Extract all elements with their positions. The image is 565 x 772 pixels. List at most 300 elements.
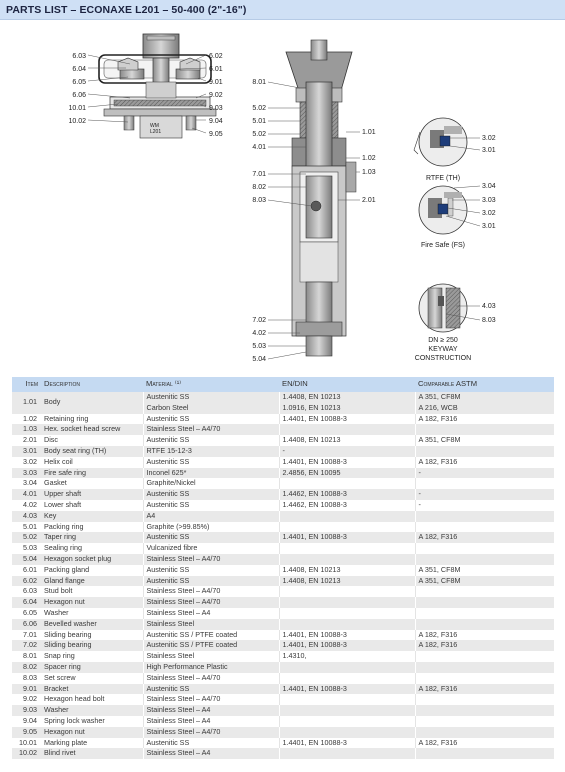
callout-label: 7.01: [252, 171, 266, 178]
cell-material: [143, 738, 279, 749]
detail-keyway: [419, 284, 480, 332]
cell-astm-text: A 182, F316: [418, 640, 458, 650]
cell-en-din: [279, 684, 415, 695]
cell-item-text: 8.01: [23, 651, 37, 661]
cell-description: [41, 565, 143, 576]
cell-material-text: RTFE 15-12-3: [146, 445, 192, 455]
cell-description-text: Helix coil: [44, 456, 73, 466]
cell-en-din: [279, 576, 415, 587]
cell-astm: [415, 489, 554, 500]
cell-description: [41, 414, 143, 425]
cell-item: [12, 424, 41, 435]
callout-label: 3.01: [482, 147, 496, 154]
cell-material: [143, 435, 279, 446]
cell-astm: [415, 586, 554, 597]
header-astm: Comparable ASTM: [415, 377, 554, 392]
cell-description-text: Packing ring: [44, 521, 84, 531]
cell-item-text: 6.06: [23, 618, 37, 628]
gland-assembly-drawing: [88, 34, 216, 138]
cell-item-text: 3.04: [23, 478, 37, 488]
cell-material-text: Stainless Steel – A4/70: [146, 597, 221, 607]
cell-item-text: 5.03: [23, 543, 37, 553]
cell-material-text: Austenitic SS: [146, 413, 190, 423]
cell-item-text: 10.01: [19, 737, 37, 747]
cell-astm-text: -: [418, 499, 421, 509]
cell-astm: [415, 662, 554, 673]
callout-label: 6.06: [72, 92, 86, 99]
cell-material: [143, 576, 279, 587]
cell-en-din-text: 1.4408, EN 10213: [282, 435, 341, 445]
callout-label: 5.02: [252, 131, 266, 138]
table-row: [12, 748, 554, 759]
table-row: [12, 414, 554, 425]
cell-description: [41, 392, 143, 414]
cell-astm: [415, 619, 554, 630]
parts-table: [12, 377, 554, 759]
cell-material-text: Austenitic SS / PTFE coated: [146, 629, 238, 639]
cell-en-din: [279, 630, 415, 641]
callout-label: 4.03: [482, 303, 496, 310]
cell-description-text: Hexagon socket plug: [44, 553, 112, 563]
cell-item: [12, 468, 41, 479]
cell-material: [143, 640, 279, 651]
cell-item: [12, 457, 41, 468]
cell-item: [12, 554, 41, 565]
callout-label: 5.04: [252, 356, 266, 363]
cell-description-text: Fire safe ring: [44, 467, 86, 477]
cell-en-din-text: 1.4401, EN 10088-3: [282, 456, 347, 466]
cell-description: [41, 446, 143, 457]
cell-item: [12, 694, 41, 705]
table-row: [12, 532, 554, 543]
cell-item-text: 6.04: [23, 597, 37, 607]
cell-material: [143, 586, 279, 597]
cell-astm-text: -: [418, 467, 421, 477]
callout-label: 1.03: [362, 169, 376, 176]
detail-rtfe-th: [414, 118, 480, 166]
cell-material-text: Austenitic SS: [146, 499, 190, 509]
callout-label: 5.02: [252, 105, 266, 112]
cell-description-text: Sealing ring: [44, 543, 82, 553]
cell-item: [12, 716, 41, 727]
table-header-row: [12, 377, 554, 392]
table-row: [12, 640, 554, 651]
cell-en-din: [279, 435, 415, 446]
cell-item: [12, 532, 41, 543]
cell-item: [12, 619, 41, 630]
cell-item: [12, 738, 41, 749]
callout-label: 3.02: [482, 135, 496, 142]
callout-label: 10.02: [68, 118, 86, 125]
cell-item-text: 3.03: [23, 467, 37, 477]
cell-material-text: Vulcanized fibre: [146, 543, 198, 553]
cell-en-din-text: 1.4462, EN 10088-3: [282, 499, 347, 509]
cell-material: [143, 414, 279, 425]
cell-astm: [415, 468, 554, 479]
cell-item-text: 1.03: [23, 424, 37, 434]
cell-material: [143, 662, 279, 673]
cell-en-din: [279, 651, 415, 662]
cell-en-din-text: 1.4401, EN 10088-3: [282, 413, 347, 423]
cell-en-din: [279, 392, 415, 414]
callout-label: 6.02: [209, 53, 223, 60]
cell-item: [12, 597, 41, 608]
cell-item: [12, 392, 41, 414]
cell-item-text: 3.02: [23, 456, 37, 466]
cell-item-text: 1.02: [23, 413, 37, 423]
detail-fire-safe: [419, 186, 480, 234]
svg-text:L201: L201: [150, 129, 162, 135]
cell-en-din: [279, 424, 415, 435]
detail-caption: DN ≥ 250: [428, 337, 458, 344]
cell-item: [12, 446, 41, 457]
cell-en-din: [279, 511, 415, 522]
cell-item-text: 8.03: [23, 672, 37, 682]
cell-material: [143, 651, 279, 662]
cell-astm: [415, 392, 554, 414]
cell-astm: [415, 565, 554, 576]
cell-en-din: [279, 608, 415, 619]
cell-astm-text: A 351, CF8M: [418, 575, 461, 585]
cell-description-text: Lower shaft: [44, 499, 82, 509]
cell-item: [12, 662, 41, 673]
cell-description: [41, 738, 143, 749]
table-row: [12, 424, 554, 435]
cell-item-text: 5.04: [23, 553, 37, 563]
cell-description: [41, 684, 143, 695]
cell-item-text: 10.02: [19, 748, 37, 758]
detail-caption: CONSTRUCTION: [414, 355, 472, 362]
cell-material-text: Stainless Steel – A4: [146, 715, 211, 725]
cell-item-text: 5.02: [23, 532, 37, 542]
cell-item-text: 1.01: [23, 397, 37, 407]
cell-astm: [415, 716, 554, 727]
cell-astm-text: A 182, F316: [418, 456, 458, 466]
cell-description: [41, 716, 143, 727]
callout-label: 6.04: [72, 66, 86, 73]
cell-material-text: A4: [146, 510, 156, 520]
cell-material-text: Graphite/Nickel: [146, 478, 196, 488]
cell-material: [143, 565, 279, 576]
table-row: [12, 694, 554, 705]
cell-astm: [415, 554, 554, 565]
cell-description-text: Retaining ring: [44, 413, 89, 423]
cell-item-text: 9.04: [23, 715, 37, 725]
cell-description-text: Disc: [44, 435, 58, 445]
callout-label: 8.01: [252, 79, 266, 86]
cell-en-din: [279, 414, 415, 425]
cell-item: [12, 500, 41, 511]
table-row: [12, 446, 554, 457]
cell-en-din: [279, 457, 415, 468]
cell-description-text: Taper ring: [44, 532, 76, 542]
callout-label: 5.03: [252, 343, 266, 350]
cell-en-din-text-2: 1.0916, EN 10213: [282, 402, 341, 412]
callout-label: 7.02: [252, 317, 266, 324]
table-row: [12, 392, 554, 414]
cell-en-din: [279, 673, 415, 684]
cell-astm: [415, 424, 554, 435]
cell-astm: [415, 478, 554, 489]
table-row: [12, 716, 554, 727]
cell-material-text-2: Carbon Steel: [146, 402, 189, 412]
cell-astm: [415, 532, 554, 543]
cell-en-din: [279, 640, 415, 651]
cell-en-din: [279, 489, 415, 500]
cell-description-text: Hexagon nut: [44, 597, 85, 607]
cell-description-text: Blind rivet: [44, 748, 76, 758]
cell-material-text: Stainless Steel: [146, 618, 195, 628]
table-row: [12, 705, 554, 716]
cell-item: [12, 640, 41, 651]
cell-description: [41, 522, 143, 533]
table-row: [12, 543, 554, 554]
cell-material: [143, 500, 279, 511]
cell-material-text: Austenitic SS: [146, 392, 190, 401]
cell-description: [41, 532, 143, 543]
cell-item: [12, 543, 41, 554]
cell-item: [12, 608, 41, 619]
cell-item: [12, 705, 41, 716]
table-row: [12, 608, 554, 619]
cell-material-text: Stainless Steel – A4: [146, 607, 211, 617]
table-row: [12, 619, 554, 630]
cell-description: [41, 500, 143, 511]
cell-astm-text: A 351, CF8M: [418, 435, 461, 445]
cell-item: [12, 673, 41, 684]
callout-label: 5.01: [252, 118, 266, 125]
cell-en-din: [279, 522, 415, 533]
cell-en-din: [279, 543, 415, 554]
cell-description: [41, 511, 143, 522]
cell-description-text: Spring lock washer: [44, 715, 105, 725]
cell-material: [143, 511, 279, 522]
cell-en-din: [279, 554, 415, 565]
cell-material-text: High Performance Plastic: [146, 661, 228, 671]
cell-description-text: Hexagon head bolt: [44, 694, 105, 704]
cell-en-din-text: 1.4401, EN 10088-3: [282, 629, 347, 639]
cell-en-din: [279, 500, 415, 511]
cell-description: [41, 478, 143, 489]
callout-label: 1.01: [362, 129, 376, 136]
cell-material-text: Stainless Steel – A4/70: [146, 694, 221, 704]
cell-material-text: Austenitic SS: [146, 575, 190, 585]
drawing-canvas: [0, 22, 565, 372]
cell-en-din-text: 1.4462, EN 10088-3: [282, 489, 347, 499]
cell-item-text: 4.03: [23, 510, 37, 520]
cell-item: [12, 435, 41, 446]
parts-table-body: [12, 392, 554, 759]
cell-en-din: [279, 738, 415, 749]
table-row: [12, 565, 554, 576]
cell-description-text: Gasket: [44, 478, 67, 488]
cell-item: [12, 522, 41, 533]
callout-label: 3.04: [482, 183, 496, 190]
cell-material: [143, 446, 279, 457]
cell-item-text: 2.01: [23, 435, 37, 445]
cell-material: [143, 684, 279, 695]
cell-description: [41, 468, 143, 479]
cell-en-din: [279, 586, 415, 597]
cell-material-text: Austenitic SS: [146, 489, 190, 499]
cell-item: [12, 565, 41, 576]
cell-material-text: Stainless Steel: [146, 651, 195, 661]
table-row: [12, 435, 554, 446]
cell-astm: [415, 414, 554, 425]
cell-item-text: 4.02: [23, 499, 37, 509]
cell-material-text: Stainless Steel – A4/70: [146, 672, 221, 682]
callout-label: 9.02: [209, 92, 223, 99]
detail-caption: RTFE (TH): [425, 175, 461, 182]
cell-material: [143, 424, 279, 435]
cell-material: [143, 489, 279, 500]
cell-description-text: Sliding bearing: [44, 629, 92, 639]
cell-item: [12, 414, 41, 425]
cell-en-din: [279, 694, 415, 705]
cell-description-text: Spacer ring: [44, 661, 81, 671]
cell-item: [12, 576, 41, 587]
cell-description-text: Bevelled washer: [44, 618, 97, 628]
cell-item-text: 6.05: [23, 607, 37, 617]
cell-material-text: Stainless Steel – A4: [146, 748, 211, 758]
cell-material: [143, 468, 279, 479]
cell-description: [41, 630, 143, 641]
cell-astm: [415, 543, 554, 554]
cell-description-text: Bracket: [44, 683, 69, 693]
table-row: [12, 500, 554, 511]
cell-astm-text: A 351, CF8M: [418, 392, 461, 401]
cell-en-din: [279, 716, 415, 727]
cell-material-text: Stainless Steel – A4/70: [146, 424, 221, 434]
cell-description-text: Hex. socket head screw: [44, 424, 121, 434]
cell-item: [12, 651, 41, 662]
cell-material: [143, 554, 279, 565]
cell-description-text: Upper shaft: [44, 489, 82, 499]
table-row: [12, 662, 554, 673]
cell-description-text: Key: [44, 510, 57, 520]
cell-material: [143, 716, 279, 727]
cell-astm: [415, 597, 554, 608]
cell-item: [12, 478, 41, 489]
callout-label: 9.03: [209, 105, 223, 112]
cell-material: [143, 532, 279, 543]
cell-material: [143, 457, 279, 468]
cell-item: [12, 511, 41, 522]
cell-astm-text: A 182, F316: [418, 413, 458, 423]
callout-label: 6.05: [72, 79, 86, 86]
cell-description: [41, 457, 143, 468]
cell-material: [143, 392, 279, 414]
cell-en-din-text: 1.4401, EN 10088-3: [282, 683, 347, 693]
header-material: Material ⁽¹⁾: [143, 377, 279, 392]
cell-item: [12, 489, 41, 500]
cell-material: [143, 543, 279, 554]
table-row: [12, 630, 554, 641]
cell-item: [12, 727, 41, 738]
callout-label: 2.01: [362, 197, 376, 204]
cell-en-din: [279, 446, 415, 457]
cell-item-text: 6.02: [23, 575, 37, 585]
cell-description: [41, 597, 143, 608]
cell-description: [41, 694, 143, 705]
cell-description: [41, 435, 143, 446]
cell-en-din: [279, 705, 415, 716]
cell-item-text: 3.01: [23, 445, 37, 455]
cell-material: [143, 478, 279, 489]
cell-description-text: Washer: [44, 705, 69, 715]
cell-description: [41, 727, 143, 738]
cell-astm: [415, 446, 554, 457]
callout-label: 9.01: [209, 79, 223, 86]
cell-description: [41, 489, 143, 500]
cell-en-din-text: 1.4401, EN 10088-3: [282, 640, 347, 650]
cell-astm: [415, 630, 554, 641]
cell-description: [41, 651, 143, 662]
callout-label: 3.01: [482, 223, 496, 230]
cell-astm: [415, 694, 554, 705]
cell-item-text: 9.01: [23, 683, 37, 693]
cell-en-din-text: 1.4401, EN 10088-3: [282, 737, 347, 747]
table-row: [12, 468, 554, 479]
cell-en-din: [279, 468, 415, 479]
cell-astm: [415, 511, 554, 522]
cell-description-text: Sliding bearing: [44, 640, 92, 650]
cell-description: [41, 640, 143, 651]
cell-description-text: Washer: [44, 607, 69, 617]
cell-astm: [415, 457, 554, 468]
cell-description: [41, 543, 143, 554]
cell-material: [143, 673, 279, 684]
cell-item-text: 5.01: [23, 521, 37, 531]
cell-description: [41, 673, 143, 684]
valve-section-drawing: [268, 40, 360, 359]
cell-material-text: Stainless Steel – A4: [146, 705, 211, 715]
cell-description: [41, 586, 143, 597]
cell-en-din-text: 1.4408, EN 10213: [282, 564, 341, 574]
callout-label: 1.02: [362, 155, 376, 162]
cell-astm: [415, 435, 554, 446]
cell-item: [12, 684, 41, 695]
table-row: [12, 457, 554, 468]
header-description: Description: [41, 377, 143, 392]
cell-astm-text: A 182, F316: [418, 532, 458, 542]
cell-en-din: [279, 727, 415, 738]
cell-description: [41, 705, 143, 716]
header-item: Item: [12, 377, 41, 392]
cell-item: [12, 630, 41, 641]
technical-drawings: [0, 22, 565, 372]
cell-material-text: Inconel 625*: [146, 467, 187, 477]
cell-en-din-text: 1.4408, EN 10213: [282, 392, 341, 401]
table-row: [12, 522, 554, 533]
cell-description: [41, 662, 143, 673]
cell-item-text: 9.03: [23, 705, 37, 715]
cell-description-text: Packing gland: [44, 564, 90, 574]
cell-item-text: 6.03: [23, 586, 37, 596]
cell-item-text: 6.01: [23, 564, 37, 574]
cell-material: [143, 705, 279, 716]
table-row: [12, 478, 554, 489]
cell-description-text: Hexagon nut: [44, 726, 85, 736]
cell-material: [143, 619, 279, 630]
callout-label: 6.03: [72, 53, 86, 60]
callout-label: 8.02: [252, 184, 266, 191]
cell-material-text: Stainless Steel – A4/70: [146, 726, 221, 736]
cell-en-din-text: 1.4408, EN 10213: [282, 575, 341, 585]
cell-en-din-text: -: [282, 445, 285, 455]
cell-description-text: Snap ring: [44, 651, 75, 661]
cell-astm-text: -: [418, 489, 421, 499]
